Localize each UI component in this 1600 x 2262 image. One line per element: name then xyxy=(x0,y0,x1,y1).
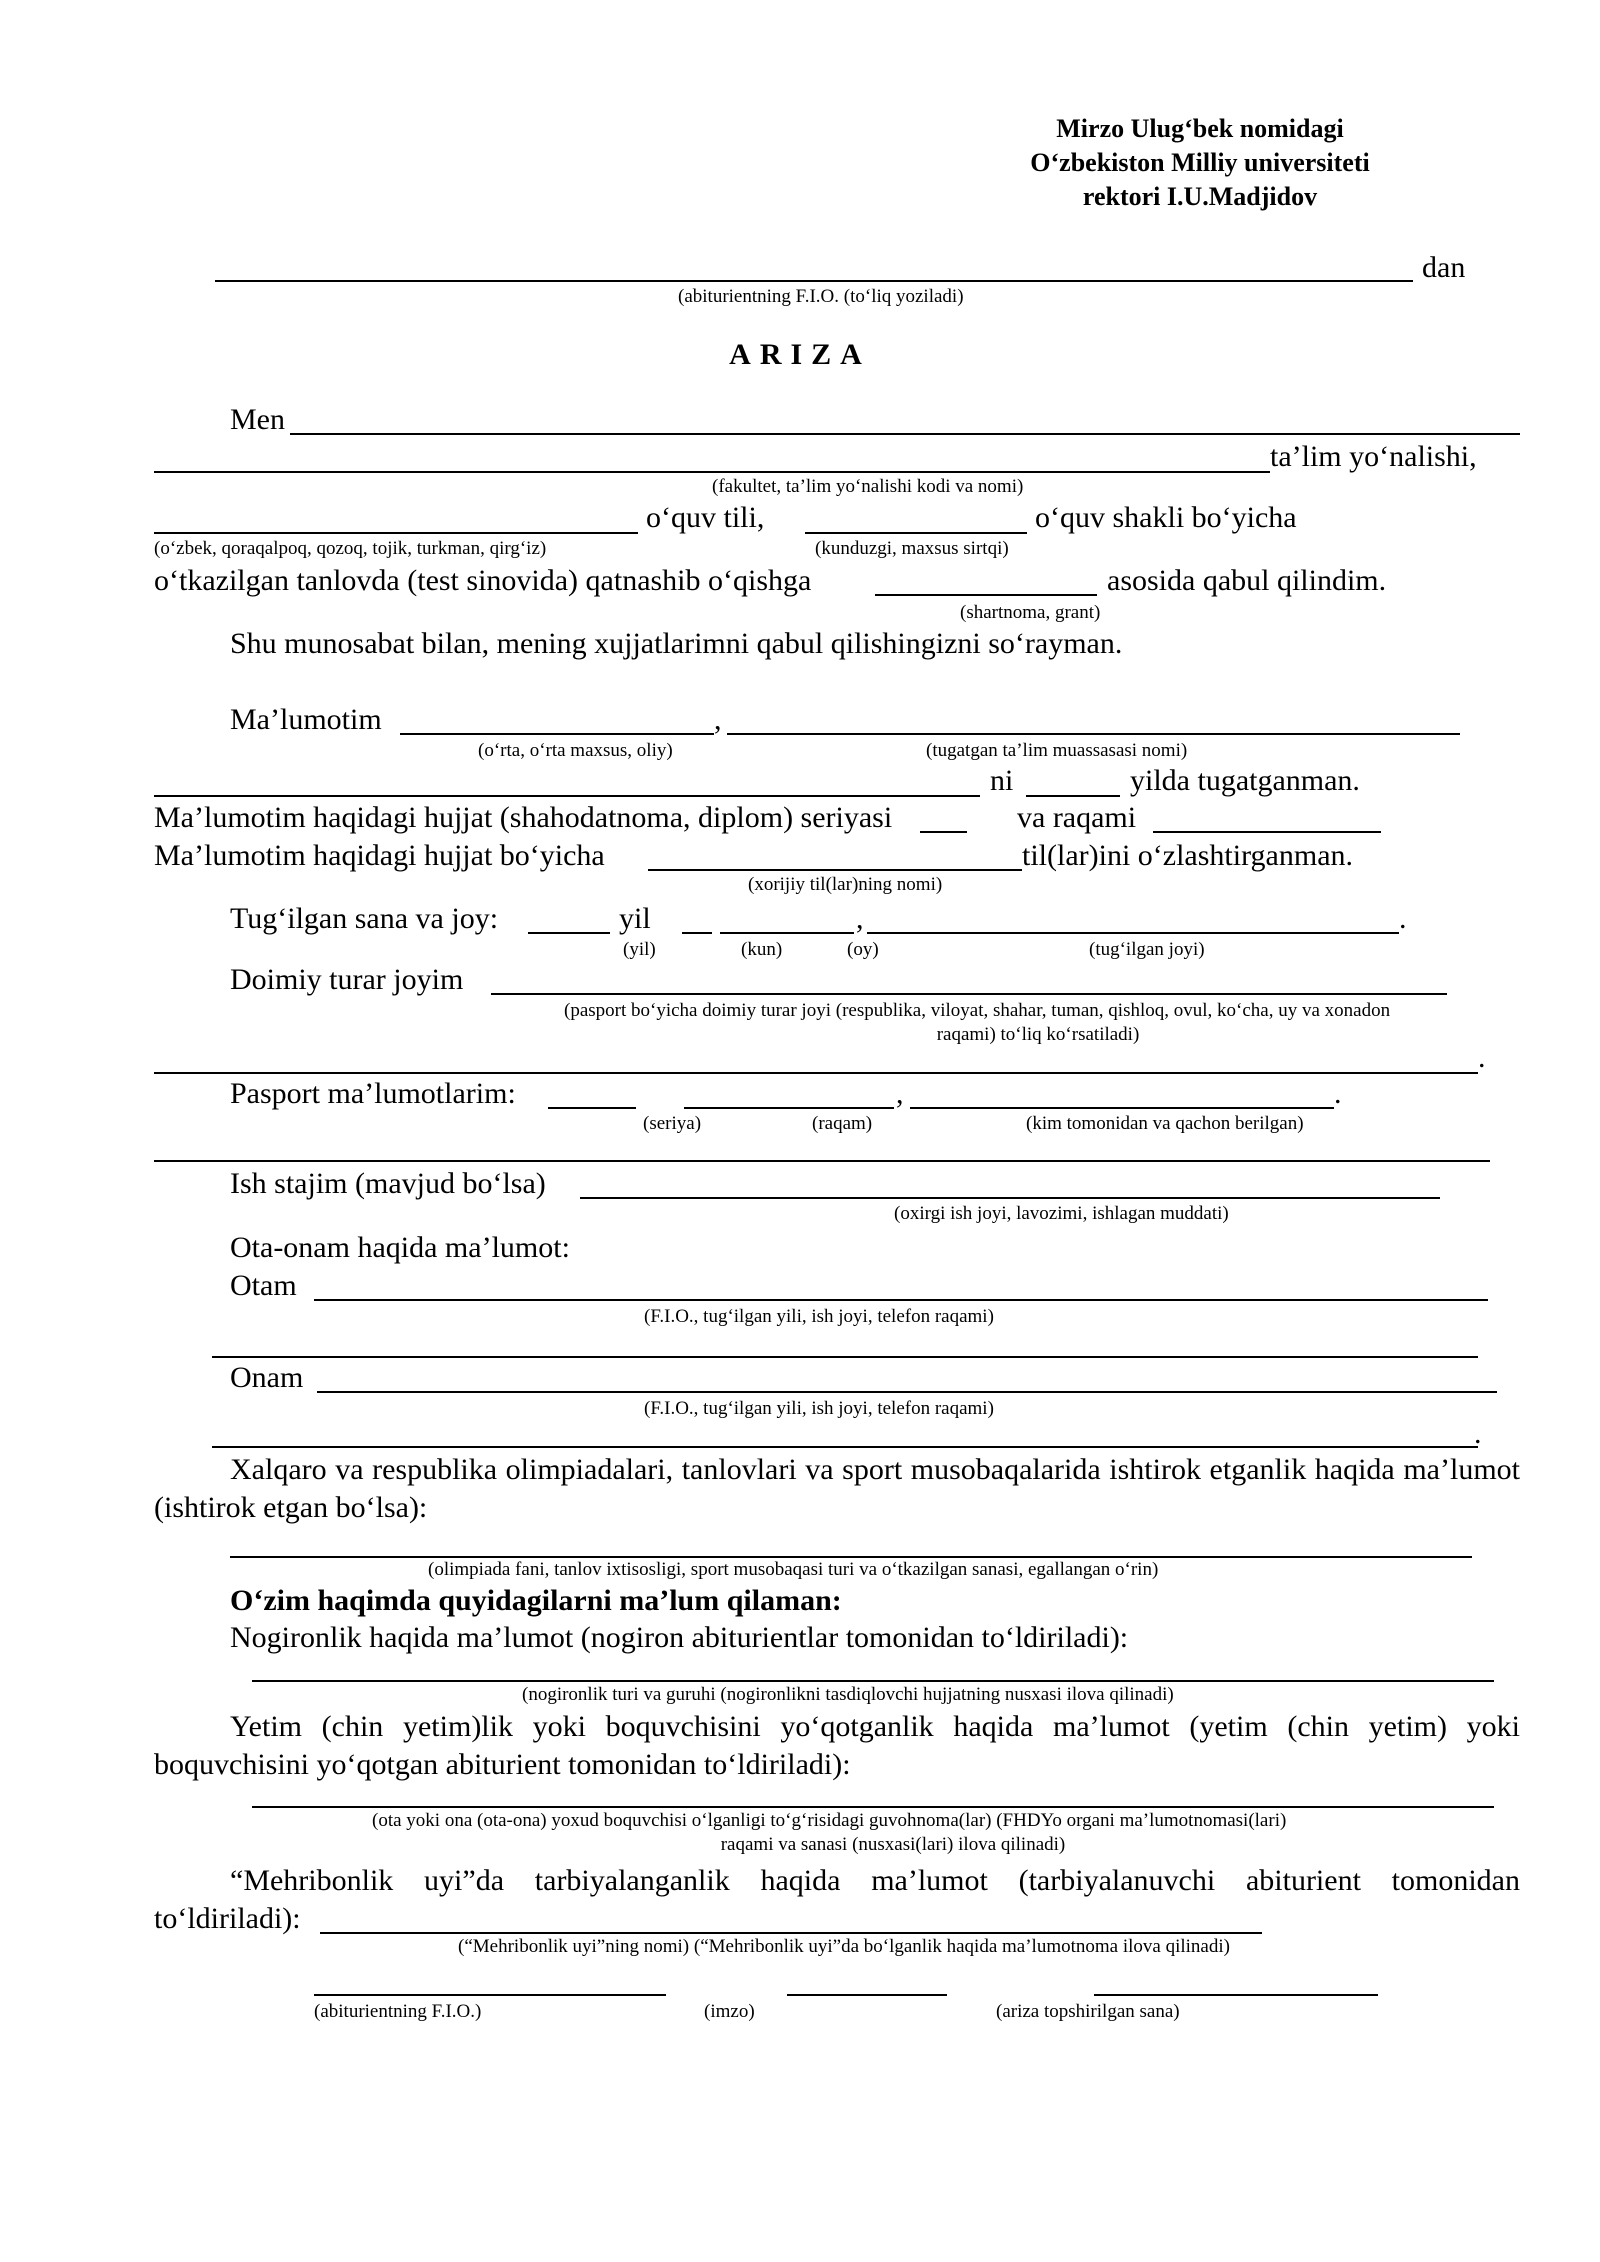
signature-name-caption: (abiturientning F.I.O.) xyxy=(314,2001,482,2022)
mehribonlik-text-line-2: to‘ldiriladi): xyxy=(154,1902,301,1935)
tanlov-suffix: asosida qabul qilindim. xyxy=(1107,564,1387,597)
tanlov-prefix: o‘tkazilgan tanlovda (test sinovida) qatnashib o‘qishga xyxy=(154,564,812,597)
birth-place-field[interactable] xyxy=(867,932,1399,934)
orphan-caption-1: (ota yoki ona (ota-ona) yoxud boquvchisi o‘lganligi to‘g‘risidagi guvohnoma(lar) (FHDYo organi ma’lumotnomasi(lari) xyxy=(372,1810,1287,1831)
from-caption: (abiturientning F.I.O. (to‘liq yoziladi) xyxy=(678,286,964,307)
olympiad-text: Xalqaro va respublika olimpiadalari, tanlovlari va sport musobaqalarida ishtirok etganlik haqida ma’lumot (ishtirok etgan bo‘lsa): xyxy=(154,1453,1520,1524)
birth-period: . xyxy=(1399,902,1407,935)
document-title: ARIZA xyxy=(729,338,871,371)
orphan-caption-2: raqami va sanasi (nusxasi(lari) ilova qilinadi) xyxy=(720,1834,1066,1855)
birth-year-field[interactable] xyxy=(528,932,610,934)
olympiad-field[interactable] xyxy=(230,1556,1472,1558)
from-suffix: dan xyxy=(1422,251,1466,284)
education-comma: , xyxy=(714,703,722,736)
birth-month-caption: (oy) xyxy=(847,939,879,960)
mother-period: . xyxy=(1474,1417,1482,1450)
applicant-name-field[interactable] xyxy=(215,280,1413,282)
document-number-field[interactable] xyxy=(1153,831,1381,833)
passport-number-field[interactable] xyxy=(684,1107,894,1109)
father-label: Otam xyxy=(230,1269,297,1302)
basis-field[interactable] xyxy=(875,594,1097,596)
study-language-field[interactable] xyxy=(154,532,638,534)
basis-caption: (shartnoma, grant) xyxy=(960,602,1101,623)
men-field[interactable] xyxy=(290,433,1520,435)
mother-caption: (F.I.O., tug‘ilgan yili, ish joyi, telefon raqami) xyxy=(644,1398,994,1419)
residence-field[interactable] xyxy=(491,993,1447,995)
residence-caption-1: (pasport bo‘yicha doimiy turar joyi (respublika, viloyat, shahar, tuman, qishloq, ovul, ko‘cha, uy va xonadon xyxy=(564,1000,1391,1021)
study-form-caption: (kunduzgi, maxsus sirtqi) xyxy=(815,538,1009,559)
passport-series-caption: (seriya) xyxy=(643,1113,702,1134)
father-field-continued[interactable] xyxy=(212,1356,1478,1358)
parents-heading: Ota-onam haqida ma’lumot: xyxy=(230,1231,570,1264)
residence-field-continued[interactable] xyxy=(154,1072,1478,1074)
faculty-field[interactable] xyxy=(154,471,1270,473)
men-label: Men xyxy=(230,403,285,436)
residence-label: Doimiy turar joyim xyxy=(230,963,464,996)
orphan-text: Yetim (chin yetim)lik yoki boquvchisini yo‘qotganlik haqida ma’lumot (yetim (chin yetim) yoki boquvchisini yo‘qotgan abiturient tomonidan to‘ldiriladi): xyxy=(154,1710,1520,1781)
document-number-label: va raqami xyxy=(1017,801,1137,834)
signature-caption: (imzo) xyxy=(704,2001,755,2022)
passport-label: Pasport ma’lumotlarim: xyxy=(230,1077,516,1110)
header-line-1: Mirzo Ulug‘bek nomidagi xyxy=(1056,114,1344,143)
education-level-field[interactable] xyxy=(400,733,714,735)
signature-name-field[interactable] xyxy=(314,1994,666,1996)
birth-place-caption: (tug‘ilgan joyi) xyxy=(1089,939,1205,960)
language-caption: (o‘zbek, qoraqalpoq, qozoq, tojik, turkman, qirg‘iz) xyxy=(154,538,547,559)
self-heading xyxy=(230,1583,842,1619)
document-series-prefix: Ma’lumotim haqidagi hujjat (shahodatnoma, diplom) seriyasi xyxy=(154,801,893,834)
work-label: Ish stajim (mavjud bo‘lsa) xyxy=(230,1167,546,1200)
birth-month-field[interactable] xyxy=(720,932,854,934)
rector-address-block xyxy=(940,112,1460,214)
residence-caption-2: raqami) to‘liq ko‘rsatiladi) xyxy=(936,1024,1140,1045)
signature-field[interactable] xyxy=(787,1994,947,1996)
self-heading-text: O‘zim haqimda quyidagilarni ma’lum qilaman: xyxy=(230,1584,842,1617)
passport-comma: , xyxy=(896,1077,904,1110)
work-caption: (oxirgi ish joyi, lavozimi, ishlagan muddati) xyxy=(894,1203,1229,1224)
olympiad-caption: (olimpiada fani, tanlov ixtisosligi, sport musobaqasi turi va o‘tkazilgan sanasi, egallangan o‘rin) xyxy=(428,1559,1159,1580)
mother-field[interactable] xyxy=(317,1391,1497,1393)
mother-label: Onam xyxy=(230,1361,304,1394)
mehribonlik-text-line-1: “Mehribonlik uyi”da tarbiyalanganlik haqida ma’lumot (tarbiyalanuvchi abiturient tomonidan xyxy=(230,1864,1520,1897)
submission-date-caption: (ariza topshirilgan sana) xyxy=(996,2001,1180,2022)
foreign-language-field[interactable] xyxy=(648,869,1022,871)
orphan-field[interactable] xyxy=(252,1806,1494,1808)
foreign-language-suffix: til(lar)ini o‘zlashtirganman. xyxy=(1022,839,1354,872)
header-line-3: rektori I.U.Madjidov xyxy=(1082,182,1318,211)
mother-field-continued[interactable] xyxy=(212,1446,1478,1448)
study-form-label: o‘quv shakli bo‘yicha xyxy=(1035,501,1297,534)
birth-yil-label: yil xyxy=(619,902,651,935)
mehribonlik-field[interactable] xyxy=(320,1932,1262,1934)
disability-field[interactable] xyxy=(252,1680,1494,1682)
disability-caption: (nogironlik turi va guruhi (nogironlikni tasdiqlovchi hujjatning nusxasi ilova qilinadi) xyxy=(522,1684,1174,1705)
father-caption: (F.I.O., tug‘ilgan yili, ish joyi, telefon raqami) xyxy=(644,1306,994,1327)
mehribonlik-caption: (“Mehribonlik uyi”ning nomi) (“Mehribonlik uyi”da bo‘lganlik haqida ma’lumotnoma ilova qilinadi) xyxy=(458,1936,1230,1957)
study-language-label: o‘quv tili, xyxy=(646,501,765,534)
education-label: Ma’lumotim xyxy=(230,703,382,736)
foreign-language-caption: (xorijiy til(lar)ning nomi) xyxy=(748,874,943,895)
passport-issuer-caption: (kim tomonidan va qachon berilgan) xyxy=(1026,1113,1304,1134)
institution-caption: (tugatgan ta’lim muassasasi nomi) xyxy=(926,740,1188,761)
birth-comma: , xyxy=(856,902,864,935)
faculty-caption: (fakultet, ta’lim yo‘nalishi kodi va nomi) xyxy=(712,476,1024,497)
ni-label: ni xyxy=(990,764,1014,797)
submission-date-field[interactable] xyxy=(1094,1994,1378,1996)
work-field[interactable] xyxy=(580,1197,1440,1199)
request-text: Shu munosabat bilan, mening xujjatlarimni qabul qilishingizni so‘rayman. xyxy=(230,627,1123,660)
foreign-language-prefix: Ma’lumotim haqidagi hujjat bo‘yicha xyxy=(154,839,605,872)
passport-field-continued[interactable] xyxy=(154,1160,1490,1162)
birth-year-caption: (yil) xyxy=(623,939,656,960)
father-field[interactable] xyxy=(314,1299,1488,1301)
institution-field[interactable] xyxy=(727,733,1460,735)
birth-label: Tug‘ilgan sana va joy: xyxy=(230,902,499,935)
birth-day-caption: (kun) xyxy=(741,939,783,960)
disability-text: Nogironlik haqida ma’lumot (nogiron abiturientlar tomonidan to‘ldiriladi): xyxy=(230,1621,1129,1654)
graduation-year-field[interactable] xyxy=(1026,795,1120,797)
birth-day-field[interactable] xyxy=(682,932,712,934)
education-level-caption: (o‘rta, o‘rta maxsus, oliy) xyxy=(478,740,673,761)
residence-period: . xyxy=(1478,1041,1486,1074)
study-form-field[interactable] xyxy=(805,532,1027,534)
passport-number-caption: (raqam) xyxy=(812,1113,873,1134)
institution-field-continued[interactable] xyxy=(154,795,980,797)
passport-series-field[interactable] xyxy=(548,1107,636,1109)
passport-issuer-field[interactable] xyxy=(910,1107,1334,1109)
talim-label: ta’lim yo‘nalishi, xyxy=(1270,440,1477,473)
passport-period: . xyxy=(1334,1077,1342,1110)
header-line-2: O‘zbekiston Milliy universiteti xyxy=(1030,148,1370,177)
graduation-year-suffix: yilda tugatganman. xyxy=(1130,764,1360,797)
document-series-field[interactable] xyxy=(920,831,967,833)
